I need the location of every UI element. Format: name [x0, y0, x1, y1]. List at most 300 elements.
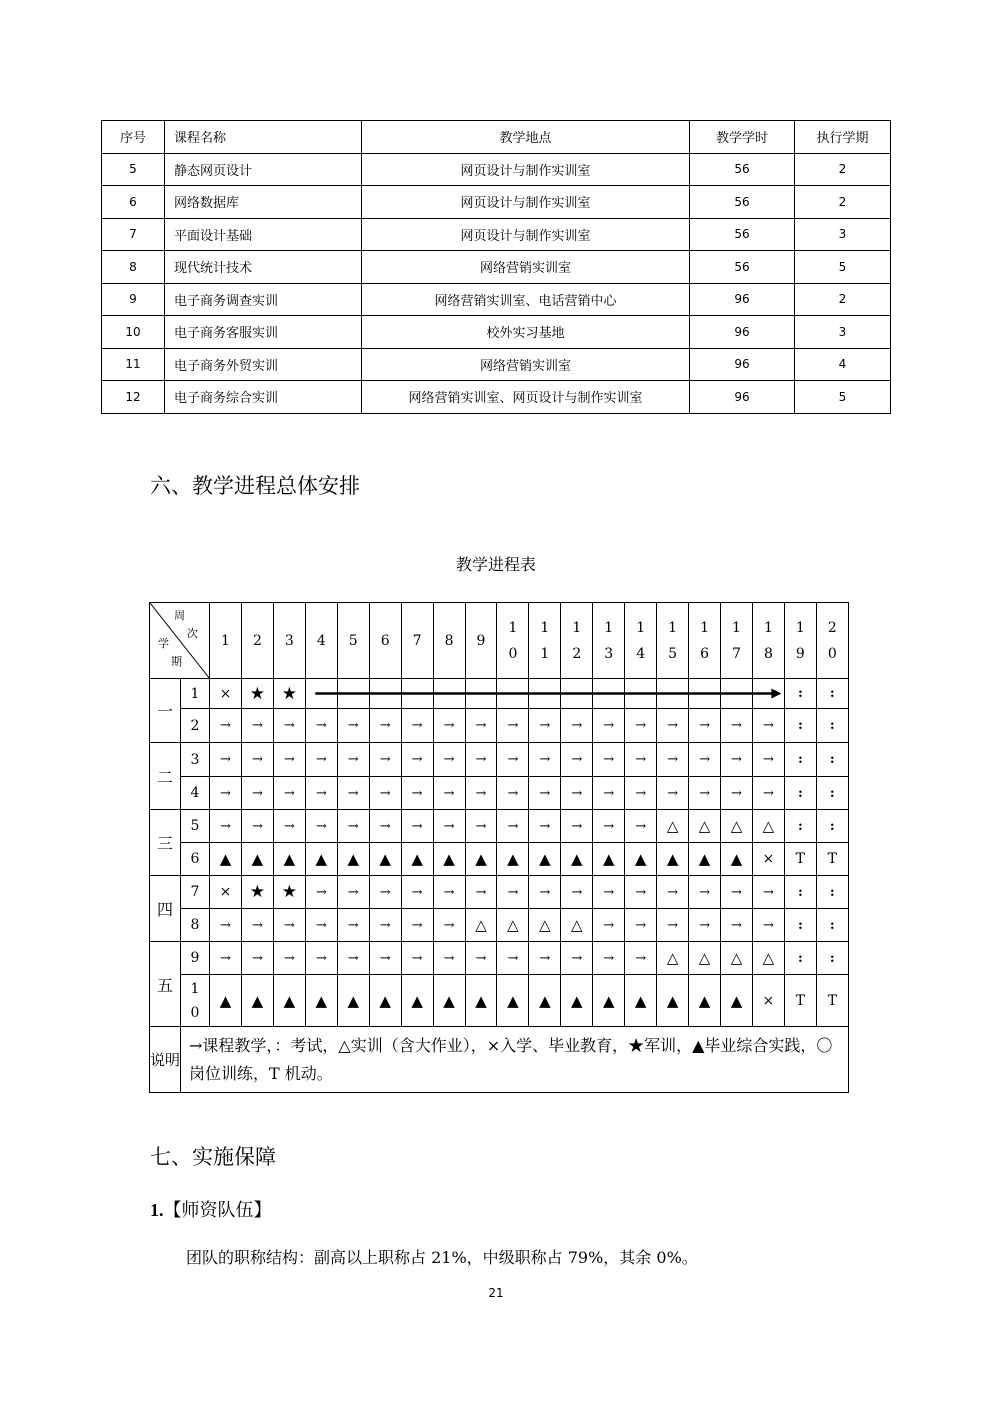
schedule-cell: →: [593, 743, 625, 777]
week-digit: 7: [412, 632, 422, 649]
cell-location: 网页设计与制作实训室: [362, 218, 690, 251]
schedule-cell: :: [784, 743, 816, 777]
schedule-cell: :: [784, 777, 816, 810]
table-row: [102, 153, 891, 186]
week-header: [241, 603, 273, 679]
week-header: [529, 603, 561, 679]
schedule-cell: →: [593, 909, 625, 942]
schedule-cell: →: [721, 777, 753, 810]
schedule-cell: ▲: [593, 975, 625, 1027]
schedule-cell: △: [721, 942, 753, 975]
schedule-cell: →: [625, 942, 657, 975]
cell-location: 校外实习基地: [362, 316, 690, 349]
schedule-table-wrapper: [149, 602, 848, 1092]
week-header: [273, 603, 305, 679]
week-digit: 3: [284, 632, 294, 649]
schedule-cell: →: [433, 909, 465, 942]
week-digit: 1: [508, 619, 518, 636]
schedule-cell: →: [752, 876, 784, 909]
schedule-cell: :: [784, 942, 816, 975]
schedule-cell: →: [657, 743, 689, 777]
cell-course-name: 现代统计技术: [165, 251, 362, 284]
schedule-cell: →: [401, 777, 433, 810]
schedule-cell: △: [561, 909, 593, 942]
term-digit: 8: [190, 917, 200, 933]
school-year-cell: 一: [150, 679, 181, 743]
cell-hours: 96: [690, 348, 795, 381]
term-cell: [181, 777, 210, 810]
schedule-cell: →: [241, 777, 273, 810]
table-row: [102, 283, 891, 316]
schedule-cell: ▲: [401, 843, 433, 876]
term-digit: 4: [190, 785, 200, 801]
week-digit: 0: [827, 645, 837, 662]
week-digit: 8: [444, 632, 454, 649]
schedule-cell: :: [784, 909, 816, 942]
schedule-cell: ▲: [561, 975, 593, 1027]
week-digit: 6: [700, 645, 709, 662]
term-digit: 1: [190, 980, 200, 997]
schedule-cell: →: [369, 777, 401, 810]
week-digit: 2: [252, 632, 262, 649]
schedule-cell: :: [816, 709, 848, 743]
cell-semester: 2: [795, 153, 891, 186]
term-cell: [181, 909, 210, 942]
cell-location: 网络营销实训室、网页设计与制作实训室: [362, 381, 690, 414]
schedule-cell: →: [593, 942, 625, 975]
corner-week-label-1: 周: [174, 609, 185, 622]
schedule-cell: →: [401, 909, 433, 942]
term-digit: 7: [190, 884, 200, 900]
table-row: [102, 251, 891, 284]
schedule-cell: →: [241, 942, 273, 975]
schedule-cell: →: [305, 942, 337, 975]
week-header: [816, 603, 848, 679]
sub-heading-text: 【师资队伍】: [163, 1200, 272, 1221]
schedule-cell: ▲: [721, 843, 753, 876]
schedule-cell: →: [497, 743, 529, 777]
schedule-cell: →: [273, 909, 305, 942]
week-header: [465, 603, 497, 679]
cell-hours: 56: [690, 251, 795, 284]
week-header: [305, 603, 337, 679]
schedule-cell: →: [433, 876, 465, 909]
cell-course-name: 平面设计基础: [165, 218, 362, 251]
schedule-cell: →: [401, 810, 433, 843]
schedule-cell: △: [689, 942, 721, 975]
schedule-cell: ★: [273, 679, 305, 709]
cell-index: 12: [102, 381, 165, 414]
term-digit: 0: [190, 1004, 200, 1021]
term-digit: 9: [190, 950, 200, 966]
sub-heading: [150, 1196, 272, 1222]
school-year-cell: 四: [150, 876, 181, 942]
week-header: [625, 603, 657, 679]
schedule-cell: →: [433, 942, 465, 975]
schedule-cell: :: [816, 909, 848, 942]
header-location: 教学地点: [362, 121, 690, 154]
schedule-cell: →: [625, 709, 657, 743]
schedule-cell: T: [784, 975, 816, 1027]
schedule-cell: ▲: [210, 975, 242, 1027]
schedule-cell: →: [465, 942, 497, 975]
corner-term-label-2: 期: [171, 655, 182, 668]
schedule-cell: [497, 679, 529, 709]
schedule-cell: →: [625, 743, 657, 777]
schedule-cell: T: [784, 843, 816, 876]
cell-course-name: 电子商务综合实训: [165, 381, 362, 414]
schedule-cell: :: [784, 810, 816, 843]
schedule-cell: →: [433, 743, 465, 777]
term-digit: 3: [190, 751, 200, 768]
cell-location: 网络营销实训室: [362, 251, 690, 284]
week-digit: 4: [316, 632, 326, 649]
schedule-cell: ★: [241, 876, 273, 909]
cell-hours: 56: [690, 218, 795, 251]
schedule-cell: ▲: [561, 843, 593, 876]
schedule-cell: [689, 679, 721, 709]
schedule-cell: :: [816, 810, 848, 843]
schedule-cell: →: [369, 743, 401, 777]
week-header: [657, 603, 689, 679]
schedule-cell: →: [593, 876, 625, 909]
week-digit: 1: [540, 619, 550, 636]
week-digit: 1: [732, 619, 741, 636]
schedule-cell: ▲: [369, 843, 401, 876]
week-digit: 1: [795, 619, 805, 636]
week-header: [401, 603, 433, 679]
schedule-cell: [593, 679, 625, 709]
week-header: [369, 603, 401, 679]
term-cell: [181, 743, 210, 777]
week-digit: 4: [636, 645, 646, 662]
course-table: [101, 120, 891, 414]
cell-course-name: 静态网页设计: [165, 153, 362, 186]
schedule-cell: →: [210, 709, 242, 743]
schedule-cell: ▲: [433, 843, 465, 876]
header-index: 序号: [102, 121, 165, 154]
cell-semester: 3: [795, 218, 891, 251]
schedule-cell: :: [816, 942, 848, 975]
schedule-cell: →: [433, 777, 465, 810]
schedule-cell: →: [337, 709, 369, 743]
cell-index: 6: [102, 186, 165, 219]
schedule-cell: →: [241, 743, 273, 777]
schedule-cell: →: [241, 909, 273, 942]
schedule-cell: ▲: [721, 975, 753, 1027]
term-row: [150, 975, 849, 1027]
cell-semester: 2: [795, 283, 891, 316]
schedule-cell: →: [752, 743, 784, 777]
schedule-cell: →: [210, 810, 242, 843]
term-digit: 1: [190, 685, 200, 702]
cell-semester: 5: [795, 381, 891, 414]
schedule-caption: 教学进程表: [455, 555, 536, 574]
schedule-cell: ★: [273, 876, 305, 909]
schedule-cell: →: [337, 743, 369, 777]
schedule-cell: →: [657, 876, 689, 909]
schedule-cell: →: [273, 777, 305, 810]
schedule-cell: △: [497, 909, 529, 942]
schedule-cell: ▲: [689, 843, 721, 876]
schedule-cell: →: [305, 709, 337, 743]
term-row: [150, 743, 849, 777]
week-header: [497, 603, 529, 679]
schedule-cell: →: [561, 876, 593, 909]
schedule-cell: →: [273, 942, 305, 975]
schedule-cell: →: [433, 810, 465, 843]
week-digit: 2: [827, 619, 837, 636]
schedule-cell: ▲: [529, 843, 561, 876]
schedule-cell: →: [529, 709, 561, 743]
schedule-cell: →: [721, 909, 753, 942]
week-digit: 7: [732, 645, 741, 662]
schedule-cell: →: [689, 777, 721, 810]
schedule-cell: →: [305, 810, 337, 843]
schedule-cell: →: [561, 743, 593, 777]
week-header: [721, 603, 753, 679]
schedule-cell: ×: [752, 975, 784, 1027]
week-digit: 3: [604, 645, 614, 662]
week-header: [210, 603, 242, 679]
cell-course-name: 网络数据库: [165, 186, 362, 219]
schedule-cell: ▲: [625, 975, 657, 1027]
term-digit: 6: [190, 851, 200, 867]
section-heading-six: 六、教学进程总体安排: [150, 474, 360, 498]
schedule-cell: →: [561, 810, 593, 843]
schedule-cell: ★: [241, 679, 273, 709]
term-digit: 5: [190, 818, 200, 834]
corner-week-label-2: 次: [187, 627, 198, 640]
term-cell: [181, 942, 210, 975]
term-row: [150, 843, 849, 876]
school-year-cell: 二: [150, 743, 181, 810]
schedule-cell: →: [625, 909, 657, 942]
schedule-cell: ▲: [593, 843, 625, 876]
schedule-cell: ▲: [657, 975, 689, 1027]
schedule-cell: :: [816, 777, 848, 810]
cell-hours: 56: [690, 186, 795, 219]
schedule-cell: →: [529, 942, 561, 975]
schedule-header-row: [150, 603, 849, 679]
schedule-cell: ▲: [465, 843, 497, 876]
cell-hours: 96: [690, 283, 795, 316]
schedule-cell: △: [689, 810, 721, 843]
schedule-cell: →: [337, 909, 369, 942]
week-digit: 1: [604, 619, 614, 636]
term-row: [150, 876, 849, 909]
cell-semester: 3: [795, 316, 891, 349]
schedule-cell: →: [593, 709, 625, 743]
school-year-cell: 三: [150, 810, 181, 876]
schedule-table: [149, 602, 849, 1093]
schedule-cell: ×: [210, 679, 242, 709]
term-cell: [181, 843, 210, 876]
schedule-cell: ▲: [337, 843, 369, 876]
schedule-cell: →: [465, 777, 497, 810]
schedule-cell: →: [529, 777, 561, 810]
schedule-cell: ▲: [305, 975, 337, 1027]
term-cell: [181, 810, 210, 843]
schedule-cell: [752, 679, 784, 709]
schedule-cell: →: [625, 810, 657, 843]
cell-location: 网络营销实训室: [362, 348, 690, 381]
header-semester: 执行学期: [795, 121, 891, 154]
cell-semester: 2: [795, 186, 891, 219]
schedule-cell: :: [816, 876, 848, 909]
term-cell: [181, 876, 210, 909]
term-row: [150, 942, 849, 975]
schedule-cell: ▲: [497, 843, 529, 876]
term-row: [150, 777, 849, 810]
schedule-cell: →: [593, 810, 625, 843]
schedule-cell: [657, 679, 689, 709]
schedule-cell: →: [337, 777, 369, 810]
table-row: [102, 186, 891, 219]
schedule-cell: ×: [210, 876, 242, 909]
schedule-cell: →: [465, 876, 497, 909]
schedule-cell: →: [561, 942, 593, 975]
schedule-cell: →: [369, 909, 401, 942]
schedule-cell: △: [657, 942, 689, 975]
schedule-cell: →: [210, 743, 242, 777]
schedule-cell: [337, 679, 369, 709]
header-hours: 教学学时: [690, 121, 795, 154]
schedule-cell: →: [401, 743, 433, 777]
schedule-cell: [721, 679, 753, 709]
schedule-cell: ▲: [369, 975, 401, 1027]
schedule-cell: →: [689, 709, 721, 743]
schedule-cell: T: [816, 975, 848, 1027]
note-row: [150, 1027, 849, 1093]
schedule-cell: →: [465, 709, 497, 743]
schedule-cell: →: [337, 942, 369, 975]
schedule-cell: →: [337, 876, 369, 909]
schedule-cell: ▲: [273, 975, 305, 1027]
schedule-cell: ▲: [305, 843, 337, 876]
schedule-cell: →: [210, 777, 242, 810]
week-digit: 2: [572, 645, 582, 662]
cell-index: 7: [102, 218, 165, 251]
week-header: [593, 603, 625, 679]
schedule-cell: →: [465, 810, 497, 843]
schedule-cell: →: [497, 810, 529, 843]
schedule-cell: →: [401, 942, 433, 975]
schedule-cell: ×: [752, 843, 784, 876]
week-header: [561, 603, 593, 679]
week-digit: 1: [636, 619, 646, 636]
schedule-cell: →: [721, 876, 753, 909]
schedule-cell: →: [305, 876, 337, 909]
schedule-cell: ▲: [657, 843, 689, 876]
term-cell: [181, 975, 210, 1027]
schedule-cell: [529, 679, 561, 709]
schedule-cell: →: [561, 777, 593, 810]
week-header: [337, 603, 369, 679]
schedule-cell: ▲: [337, 975, 369, 1027]
schedule-cell: →: [752, 709, 784, 743]
schedule-cell: →: [497, 876, 529, 909]
cell-semester: 4: [795, 348, 891, 381]
week-digit: 0: [508, 645, 518, 662]
schedule-cell: ▲: [497, 975, 529, 1027]
schedule-cell: →: [529, 743, 561, 777]
schedule-cell: ▲: [465, 975, 497, 1027]
term-row: [150, 909, 849, 942]
schedule-cell: :: [784, 876, 816, 909]
schedule-cell: :: [784, 709, 816, 743]
sub-heading-number: 1.: [150, 1200, 164, 1220]
schedule-cell: :: [784, 679, 816, 709]
schedule-cell: ▲: [401, 975, 433, 1027]
schedule-cell: [465, 679, 497, 709]
week-digit: 1: [763, 619, 773, 636]
schedule-cell: △: [657, 810, 689, 843]
schedule-cell: →: [721, 743, 753, 777]
cell-index: 8: [102, 251, 165, 284]
cell-semester: 5: [795, 251, 891, 284]
table-row: [102, 316, 891, 349]
week-digit: 1: [668, 619, 678, 636]
week-header: [433, 603, 465, 679]
school-year-cell: 五: [150, 942, 181, 1027]
cell-hours: 96: [690, 316, 795, 349]
schedule-cell: →: [561, 709, 593, 743]
schedule-cell: →: [210, 909, 242, 942]
note-label: 说明: [150, 1027, 181, 1093]
cell-course-name: 电子商务调查实训: [165, 283, 362, 316]
week-digit: 9: [476, 632, 486, 649]
schedule-cell: →: [305, 777, 337, 810]
schedule-cell: →: [210, 942, 242, 975]
week-digit: 5: [668, 645, 678, 662]
schedule-cell: →: [369, 709, 401, 743]
header-course-name: 课程名称: [165, 121, 362, 154]
schedule-cell: →: [657, 709, 689, 743]
schedule-cell: →: [689, 743, 721, 777]
course-table-header: [102, 121, 891, 154]
schedule-cell: →: [657, 909, 689, 942]
schedule-cell: ▲: [529, 975, 561, 1027]
cell-index: 10: [102, 316, 165, 349]
schedule-cell: △: [752, 810, 784, 843]
schedule-cell: →: [657, 777, 689, 810]
page-number: 21: [488, 1286, 504, 1300]
schedule-cell: →: [529, 810, 561, 843]
cell-location: 网络营销实训室、电话营销中心: [362, 283, 690, 316]
week-digit: 5: [348, 632, 358, 649]
schedule-cell: →: [305, 743, 337, 777]
schedule-cell: [401, 679, 433, 709]
schedule-cell: [305, 679, 337, 709]
cell-index: 11: [102, 348, 165, 381]
schedule-cell: →: [593, 777, 625, 810]
schedule-cell: →: [625, 876, 657, 909]
term-digit: 2: [190, 717, 200, 734]
week-header: [689, 603, 721, 679]
week-digit: 1: [700, 619, 709, 636]
schedule-cell: :: [816, 679, 848, 709]
schedule-cell: →: [433, 709, 465, 743]
week-digit: 1: [540, 645, 550, 662]
schedule-cell: ▲: [241, 843, 273, 876]
schedule-cell: △: [529, 909, 561, 942]
schedule-cell: →: [369, 876, 401, 909]
schedule-cell: T: [816, 843, 848, 876]
faculty-paragraph: 团队的职称结构：副高以上职称占 21%，中级职称占 79%，其余 0%。: [186, 1248, 698, 1267]
schedule-cell: →: [721, 709, 753, 743]
cell-index: 9: [102, 283, 165, 316]
